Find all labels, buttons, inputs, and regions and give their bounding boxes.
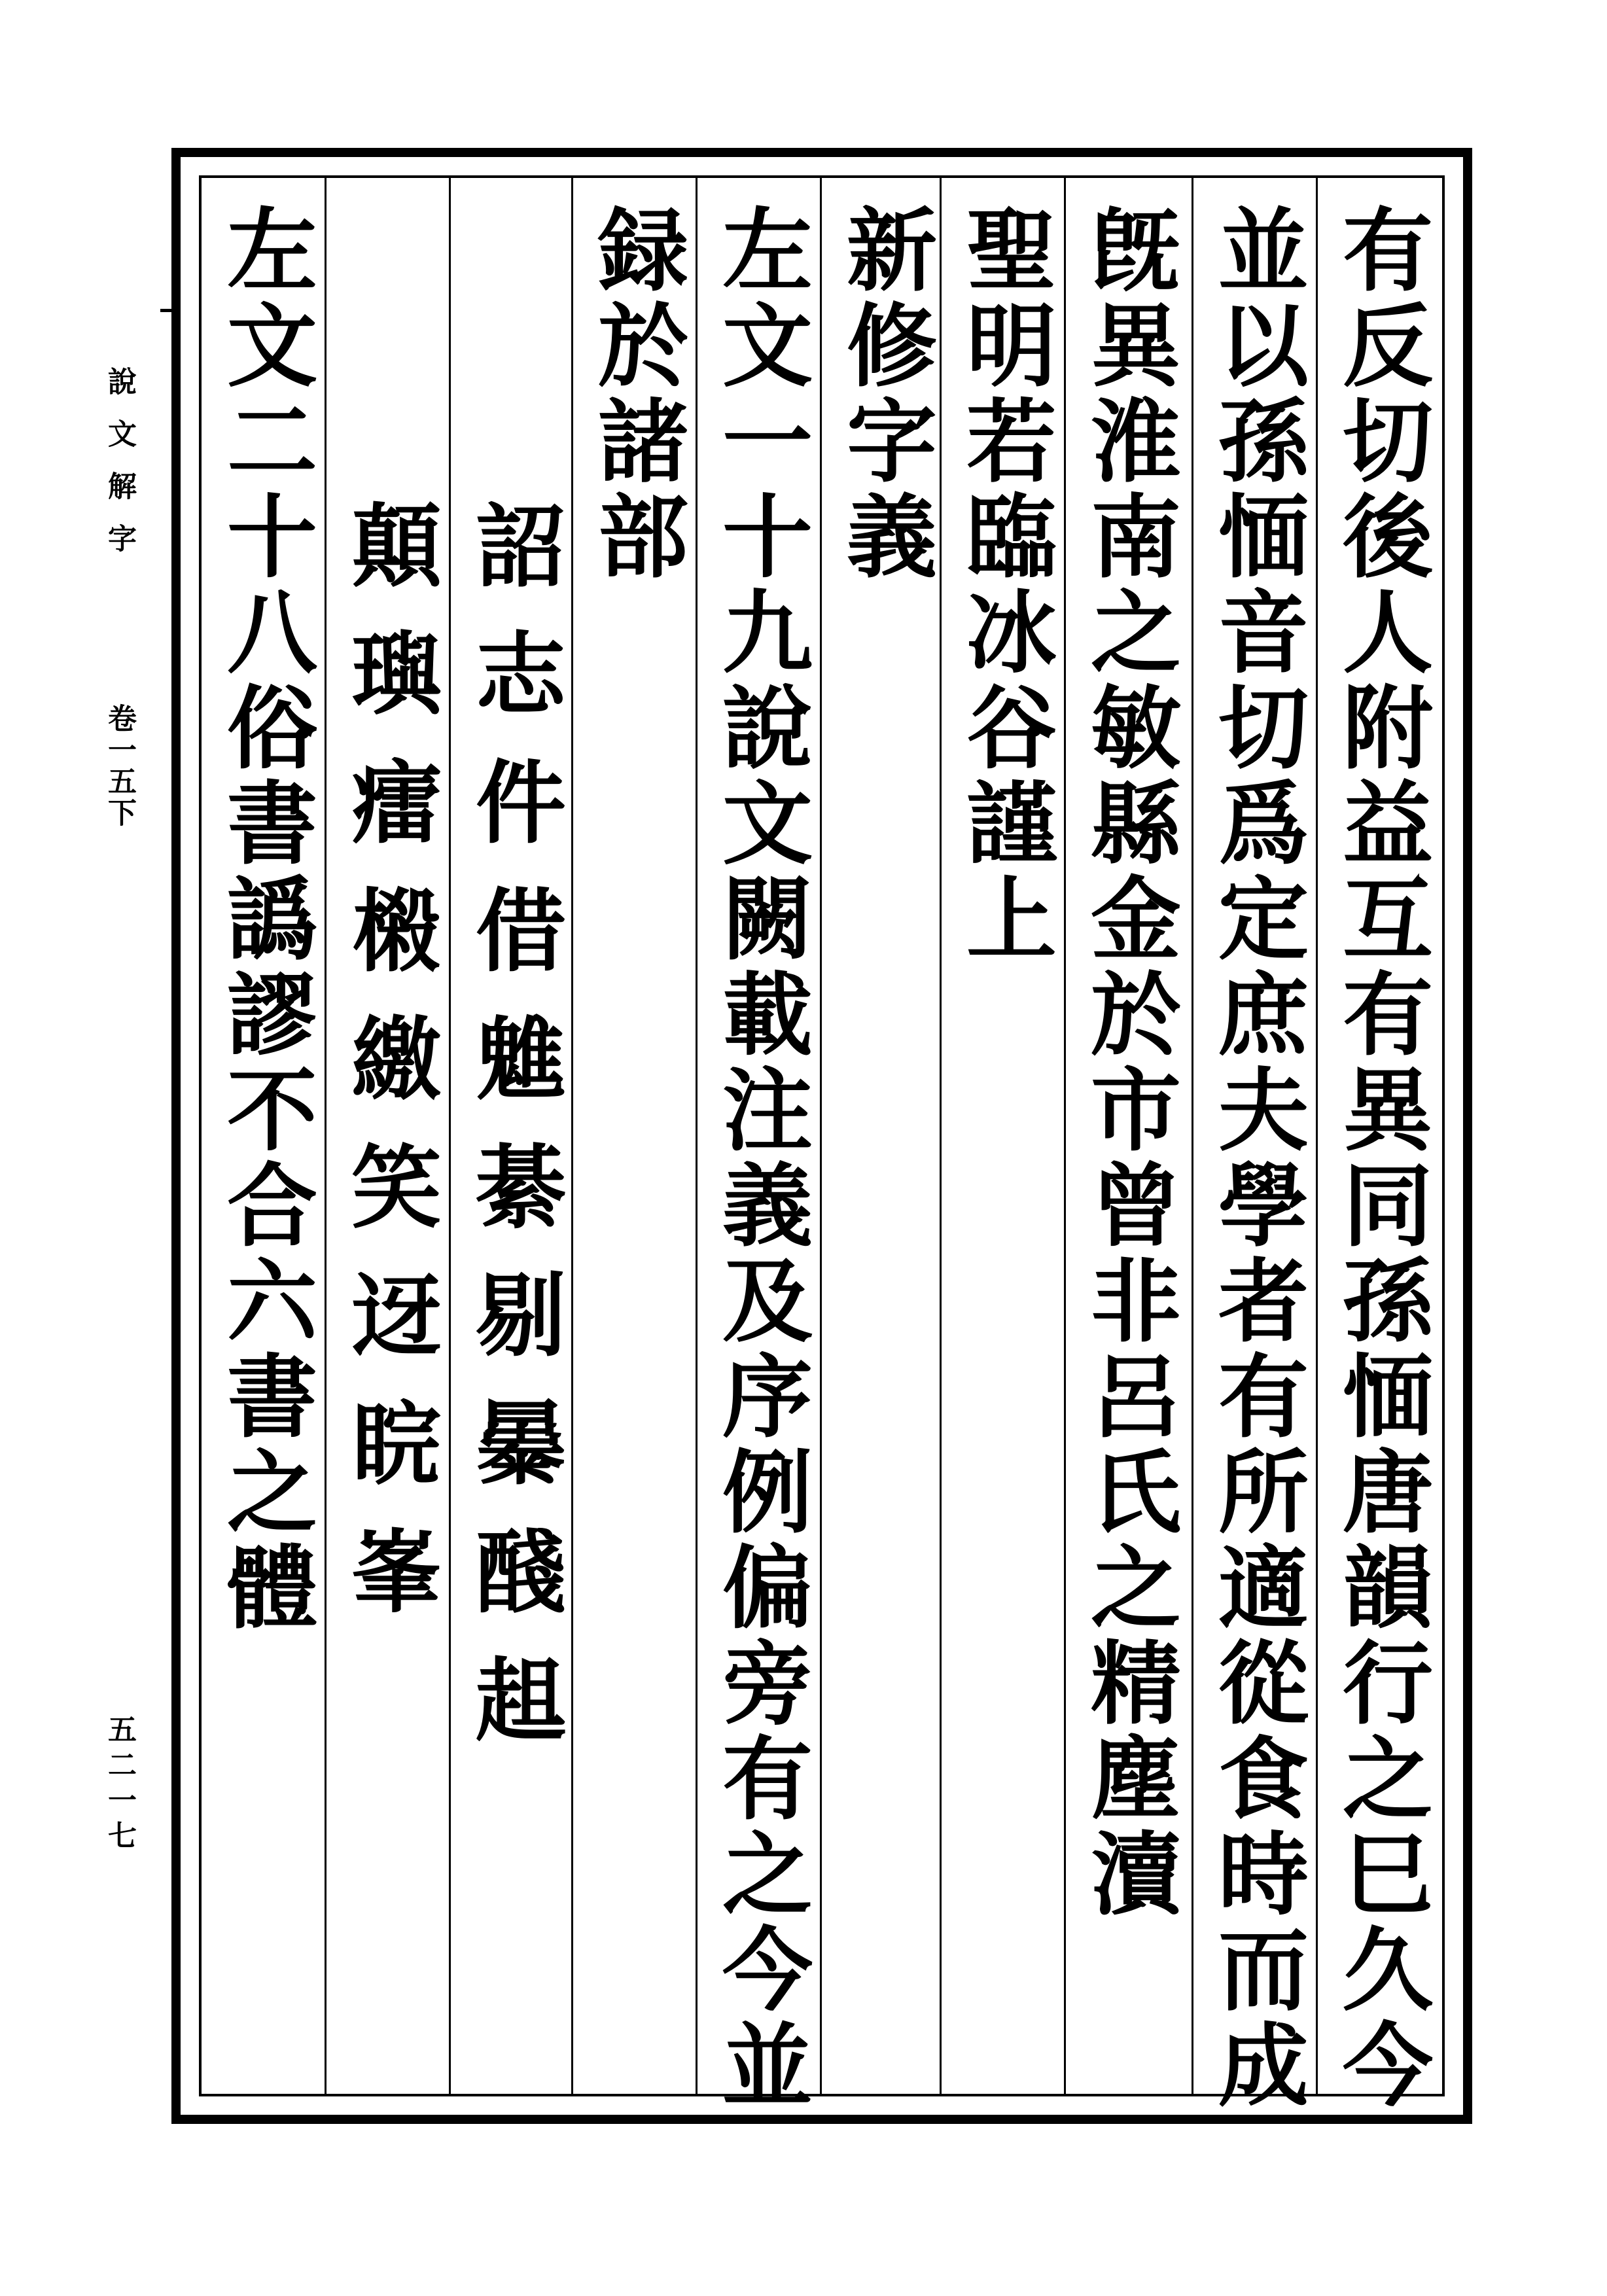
text-column-1: 有反切後人附益互有異同孫愐唐韻行之巳久今 — [1328, 203, 1434, 2113]
page-number: 五二一七 — [103, 1714, 136, 1856]
text-column-6: 左文一十九說文闕載注義及序例偏旁有之今並 — [707, 203, 814, 2113]
column-rule — [1064, 178, 1066, 2094]
text-column-10: 左文二十八俗書譌謬不合六書之體 — [212, 203, 319, 1636]
column-rule — [1192, 178, 1193, 2094]
column-rule — [325, 178, 327, 2094]
text-column-5: 新修字義 — [832, 203, 938, 585]
column-rule — [571, 178, 573, 2094]
column-rule — [449, 178, 451, 2094]
text-column-3: 旣異淮南之敏縣金於市曾非呂氏之精塵瀆 — [1076, 203, 1182, 1922]
text-column-4: 聖明若臨冰谷謹上 — [951, 203, 1058, 967]
volume-label: 卷一五下 — [103, 703, 136, 829]
page-frame — [171, 148, 1472, 2124]
column-rule — [940, 178, 942, 2094]
text-column-7: 録於諸部 — [583, 203, 690, 585]
column-rule — [696, 178, 698, 2094]
text-column-9: 顛璵癗樧繳笑迓睆峯 — [336, 499, 443, 1653]
text-block — [199, 175, 1445, 2113]
text-column-2: 並以孫愐音切爲定庶夫學者有所適從食時而成 — [1203, 203, 1310, 2113]
text-column-8: 詔志件借魋綦剔㬥醆趄 — [461, 499, 567, 1781]
column-rule — [1316, 178, 1318, 2094]
book-title: 說文解字 — [103, 366, 136, 576]
column-rule — [820, 178, 822, 2094]
